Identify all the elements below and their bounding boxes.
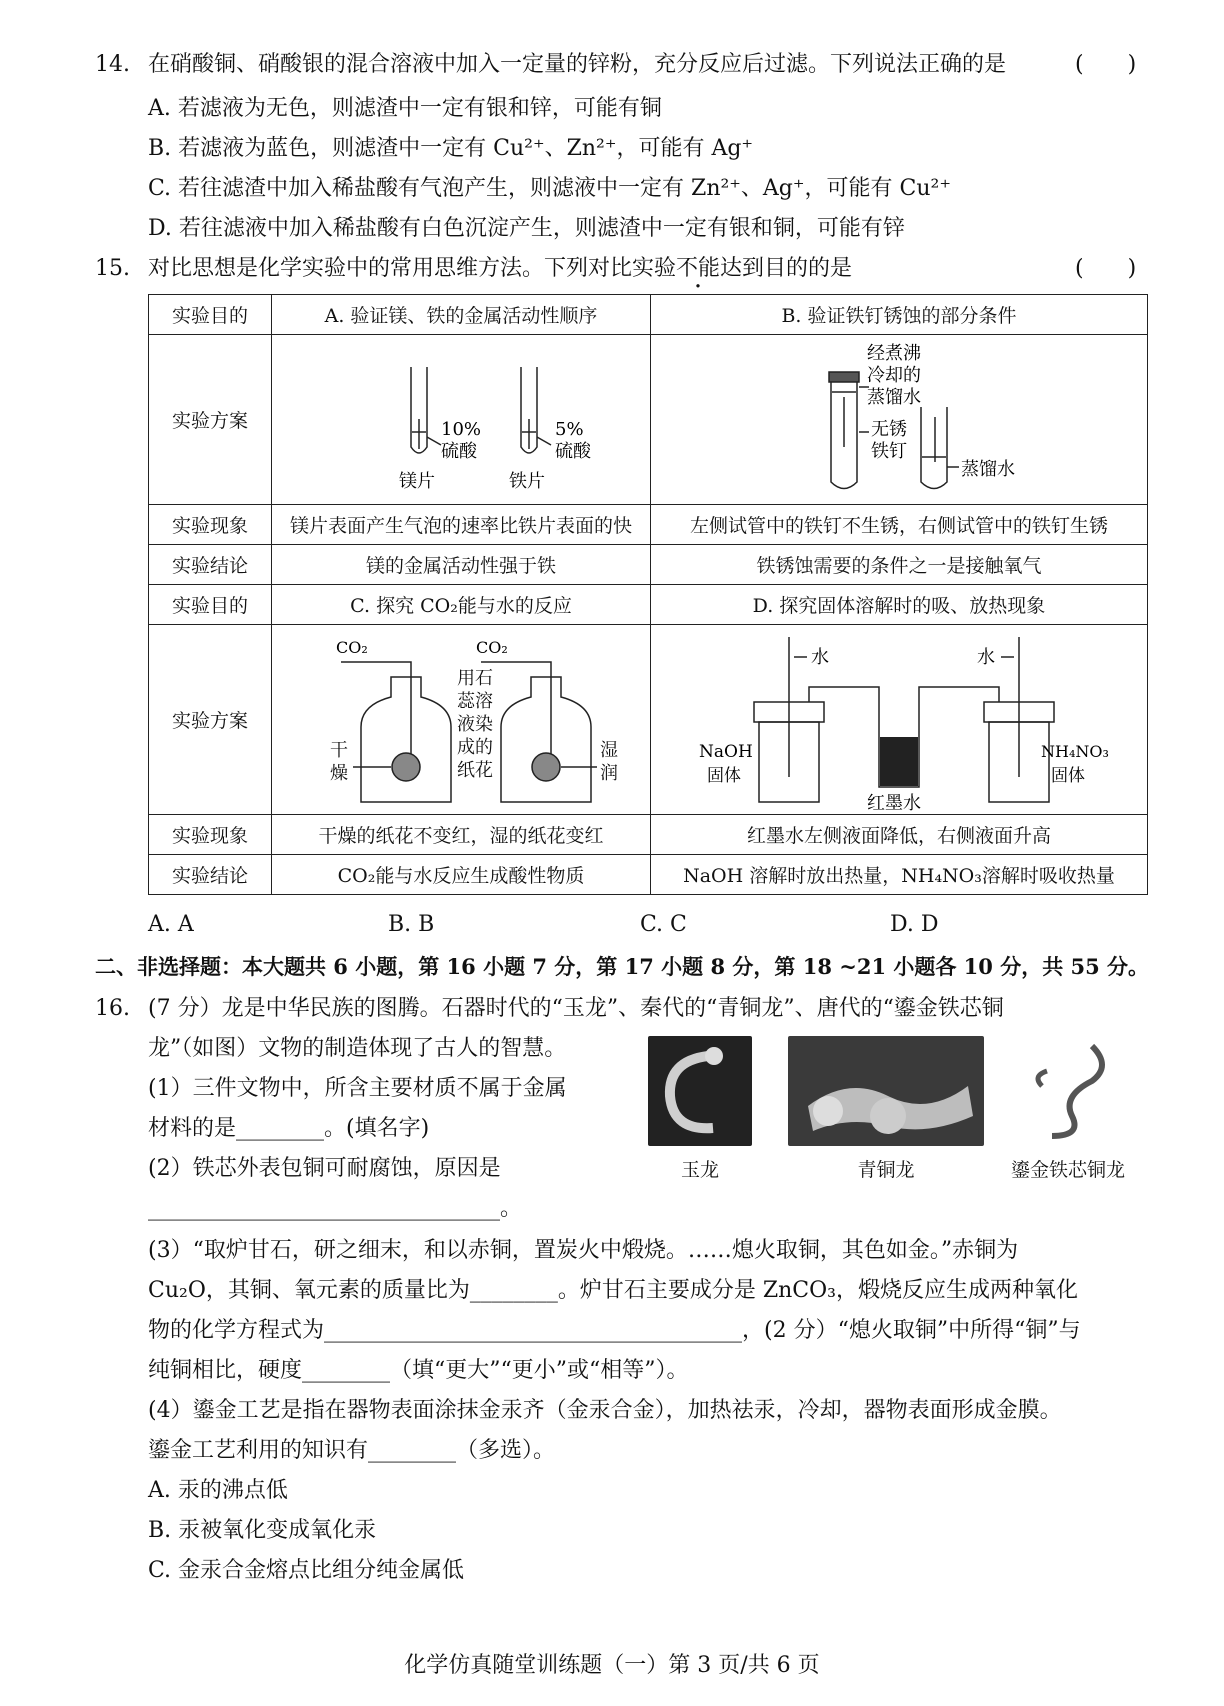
water-label-left: 水 [811,647,829,668]
q14-option-d: D. 若往滤液中加入稀盐酸有白色沉淀产生，则滤渣中一定有银和铜，可能有锌 [148,216,905,241]
nail-label-2: 铁钉 [871,441,907,462]
q16-part3-c: 物的化学方程式为______________________________________，(2 分）“熄火取铜”中所得“铜”与 [148,1318,1081,1343]
test-tubes-diagram [281,337,641,502]
q16-option-b: B. 汞被氧化变成氧化汞 [148,1518,377,1543]
q16-part3-b: Cu₂O，其铜、氧元素的质量比为________。炉甘石主要成分是 ZnCO₃，煅烧反应生成两种氧化 [148,1278,1078,1303]
row-label: 实验结论 [149,545,272,585]
boiled-label-3: 蒸馏水 [867,387,921,408]
q15-option-c: C. C [640,912,687,937]
cell-d-conclusion: NaOH 溶解时放出热量，NH₄NO₃溶解时吸收热量 [651,855,1148,895]
row-label: 实验结论 [149,855,272,895]
q15-stem-post: 达到目的的是 [720,256,853,281]
wet-label: 湿润 [600,740,618,784]
acid-label-2b: 硫酸 [555,441,591,462]
cell-b-purpose: B. 验证铁钉锈蚀的部分条件 [651,295,1148,335]
cell-c-conclusion: CO₂能与水反应生成酸性物质 [272,855,651,895]
acid-label-2: 5% [555,419,584,440]
co2-bottles-diagram [281,627,641,812]
row-label: 实验目的 [149,295,272,335]
metal-label-mg: 镁片 [399,471,435,492]
bronze-dragon-shape [788,1036,984,1146]
q15-stem-pre: 对比思想是化学实验中的常用思维方法。下列对比实验 [148,256,677,281]
cell-c-purpose: C. 探究 CO₂能与水的反应 [272,585,651,625]
nh4no3-label: NH₄NO₃ [1041,742,1109,761]
q15-option-d: D. D [890,912,939,937]
q15-stem [148,254,852,284]
cell-b-conclusion: 铁锈蚀需要的条件之一是接触氧气 [651,545,1148,585]
experiment-table [148,294,1148,895]
row-label: 实验现象 [149,815,272,855]
water-label-right: 水 [977,647,995,668]
co2-label-left: CO₂ [336,638,368,657]
q16-line-1: (7 分）龙是中华民族的图腾。石器时代的“玉龙”、秦代的“青铜龙”、唐代的“鎏金铁芯铜 [148,996,1004,1021]
q16-option-c: C. 金汞合金熔点比组分纯金属低 [148,1558,465,1583]
nh4no3-solid-label: 固体 [1051,766,1085,786]
row-label: 实验方案 [149,335,272,505]
gilt-dragon-shape [1012,1036,1124,1146]
q14-option-c: C. 若往滤渣中加入稀盐酸有气泡产生，则滤液中一定有 Zn²⁺、Ag⁺，可能有 Cu²⁺ [148,176,951,201]
q15-stem-emphasis: 不能 [676,256,721,281]
red-ink-label: 红墨水 [867,793,921,812]
q16-option-a: A. 汞的沸点低 [148,1478,288,1503]
co2-label-right: CO₂ [476,638,508,657]
cell-a-purpose: A. 验证镁、铁的金属活动性顺序 [272,295,651,335]
bronze-dragon-image [788,1036,984,1146]
caption-jade-dragon: 玉龙 [680,1159,719,1181]
acid-label-1b: 硫酸 [441,441,477,462]
cell-b-scheme [651,335,1148,505]
jade-dragon-shape [648,1036,752,1146]
q16-part3-a: (3）“取炉甘石，研之细末，和以赤铜，置炭火中煅烧。……熄火取铜，其色如金。”赤铜为 [148,1238,1019,1263]
cell-d-phenomenon: 红墨水左侧液面降低，右侧液面升高 [651,815,1148,855]
q16-part1-a: (1）三件文物中，所含主要材质不属于金属 [148,1076,567,1101]
boiled-label-2: 冷却的 [867,365,921,386]
q15-option-b: B. B [388,912,435,937]
q16-part4-a: (4）鎏金工艺是指在器物表面涂抹金汞齐（金汞合金），加热祛汞，冷却，器物表面形成金膜。 [148,1398,1062,1423]
q14-option-b: B. 若滤液为蓝色，则滤渣中一定有 Cu²⁺、Zn²⁺，可能有 Ag⁺ [148,136,754,161]
q15-answer-paren: ( ) [1075,256,1137,281]
q16-number: 16. [95,996,130,1021]
naoh-label: NaOH [699,742,753,762]
cell-c-phenomenon: 干燥的纸花不变红，湿的纸花变红 [272,815,651,855]
cell-c-scheme [272,625,651,815]
row-label: 实验目的 [149,585,272,625]
q14-number: 14. [95,52,130,77]
cell-b-phenomenon: 左侧试管中的铁钉不生锈，右侧试管中的铁钉生锈 [651,505,1148,545]
row-label: 实验方案 [149,625,272,815]
page-footer: 化学仿真随堂训练题（一）第 3 页/共 6 页 [404,1653,820,1678]
metal-label-fe: 铁片 [509,471,545,492]
gilt-dragon-image [1012,1036,1124,1146]
cell-a-scheme [272,335,651,505]
cell-a-phenomenon: 镁片表面产生气泡的速率比铁片表面的快 [272,505,651,545]
jade-dragon-image [648,1036,752,1146]
q16-part2-b: ________________________________。 [148,1196,523,1221]
water-label: 蒸馏水 [961,459,1015,480]
nail-label-1: 无锈 [871,419,907,440]
q16-part4-b: 鎏金工艺利用的知识有________（多选）。 [148,1438,556,1463]
section-two-heading: 二、非选择题：本大题共 6 小题，第 16 小题 7 分，第 17 小题 8 分，第 18 ~21 小题各 10 分，共 55 分。 [95,954,1150,979]
boiled-label-1: 经煮沸 [867,343,921,364]
caption-gilt-dragon: 鎏金铁芯铜龙 [1010,1159,1125,1181]
caption-bronze-dragon: 青铜龙 [857,1159,915,1181]
cell-d-purpose: D. 探究固体溶解时的吸、放热现象 [651,585,1148,625]
q14-option-a: A. 若滤液为无色，则滤渣中一定有银和锌，可能有铜 [148,96,662,121]
q16-part2-a: (2）铁芯外表包铜可耐腐蚀，原因是 [148,1156,501,1181]
q14-stem: 在硝酸铜、硝酸银的混合溶液中加入一定量的锌粉，充分反应后过滤。下列说法正确的是 [148,52,1007,77]
q14-answer-paren: ( ) [1075,52,1137,77]
q16-part1-b: 材料的是________。(填名字) [148,1116,430,1141]
rusting-diagram [689,337,1109,502]
q16-part3-d: 纯铜相比，硬度________（填“更大”“更小”或“相等”）。 [148,1358,689,1383]
cell-a-conclusion: 镁的金属活动性强于铁 [272,545,651,585]
dissolution-diagram [689,627,1109,812]
cell-d-scheme [651,625,1148,815]
q15-option-a: A. A [148,912,194,937]
row-label: 实验现象 [149,505,272,545]
naoh-solid-label: 固体 [707,766,741,786]
q16-line-2: 龙”（如图）文物的制造体现了古人的智慧。 [148,1036,567,1061]
dry-label: 干燥 [330,740,348,784]
q15-number: 15. [95,256,130,281]
acid-label-1: 10% [441,419,482,440]
paper-flower-label: 用石蕊溶液染成的纸花 [457,668,493,781]
